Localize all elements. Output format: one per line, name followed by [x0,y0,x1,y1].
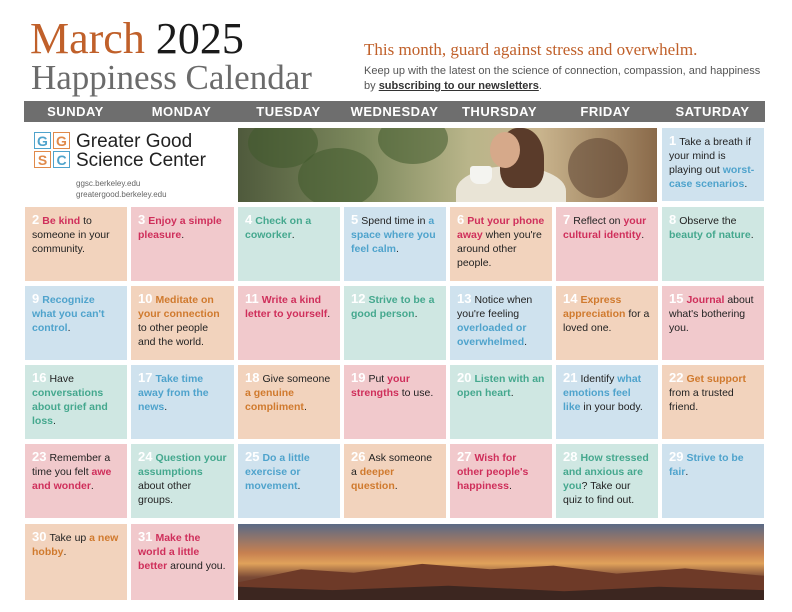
highlighted-text: awe and wonder [32,466,112,492]
tip-text: Have [49,373,74,385]
day-number: 4 [245,212,253,227]
highlighted-text: Be kind [42,215,81,227]
canyon-sunset-photo [238,524,764,600]
day-number: 24 [138,449,153,464]
day-cell [662,444,764,518]
day-number: 26 [351,449,366,464]
day-cell [344,207,446,281]
day-cell [131,286,234,360]
day-number: 3 [138,212,146,227]
day-number: 27 [457,449,472,464]
day-cell [25,286,127,360]
tip-text: from a trusted friend. [669,387,734,413]
day-number: 12 [351,291,366,306]
day-number: 9 [32,291,40,306]
tip-text: . [414,308,418,320]
day-cell [131,444,234,518]
tip-text: about other groups. [138,480,192,506]
tip-text: . [641,229,645,241]
tip-text: Reflect on [573,215,624,227]
tip-text: . [291,229,295,241]
highlighted-text: Do a little exercise or movement [245,452,310,492]
highlighted-text: a genuine compliment [245,387,304,413]
highlighted-text: Make the world a little better [138,532,201,572]
highlighted-text: overloaded or overwhelmed [457,322,527,348]
day-cell [556,207,658,281]
day-number: 13 [457,291,472,306]
day-cell [450,207,552,281]
day-cell [344,286,446,360]
logo-letter-c: C [53,151,70,168]
day-cell [238,444,340,518]
woman-with-tea-photo [238,128,657,202]
dow-saturday: SATURDAY [675,104,750,119]
highlighted-text: Get support [686,373,746,385]
url-greatergood[interactable]: greatergood.berkeley.edu [76,190,167,199]
day-number: 18 [245,370,260,385]
year: 2025 [155,14,244,63]
tip-text: . [508,480,512,492]
tip-text: . [67,322,71,334]
intro-end: . [538,80,542,92]
highlighted-text: Express appreciation [563,294,626,320]
month-name: March [30,14,145,63]
highlighted-text: Write a kind letter to yourself [245,294,328,320]
tip-text: . [524,336,528,348]
logo-name [76,132,206,170]
tip-text: Remember a time you felt [32,452,111,478]
day-cell [131,524,234,600]
day-cell [25,444,127,518]
day-number: 17 [138,370,153,385]
day-number: 2 [32,212,40,227]
day-cell [556,286,658,360]
day-cell [25,207,127,281]
tip-text: . [164,401,168,413]
logo-name-line2: Science Center [76,150,206,171]
day-number: 11 [245,291,259,306]
day-cell [450,286,552,360]
tip-text: . [510,387,514,399]
day-number: 10 [138,291,153,306]
tip-text: Notice when you're feeling [457,294,533,320]
intro-text [364,64,764,94]
day-number: 5 [351,212,359,227]
highlighted-text: Wish for other people's happiness [457,452,529,492]
highlighted-text: Check on a coworker [245,215,312,241]
day-number: 30 [32,529,47,544]
day-cell [556,444,658,518]
day-number: 25 [245,449,260,464]
tip-text: . [327,308,331,320]
day-cell [556,365,658,439]
logo-mark [34,132,70,168]
highlighted-text: Strive to be fair [669,452,744,478]
month-title [30,14,244,64]
dow-monday: MONDAY [151,104,212,119]
day-number: 6 [457,212,465,227]
logo-letter-g2: G [53,132,70,149]
day-number: 23 [32,449,47,464]
tip-text: . [303,401,307,413]
highlighted-text: How stressed and anxious are you [563,452,649,492]
logo-letter-g1: G [34,132,51,149]
dow-tuesday: TUESDAY [256,104,321,119]
day-cell [25,365,127,439]
calendar-subtitle: Happiness Calendar [31,58,312,97]
tip-text: about what's bothering you. [669,294,754,334]
day-cell [344,444,446,518]
highlighted-text: Question your assumptions [138,452,227,478]
highlighted-text: Enjoy a simple pleasure [138,215,222,241]
highlighted-text: what emotions feel like [563,373,642,413]
day-cell [25,524,127,600]
highlighted-text: Meditate on your connection [138,294,220,320]
url-ggsc[interactable]: ggsc.berkeley.edu [76,179,141,188]
day-number: 19 [351,370,366,385]
tip-text: Take up [49,532,90,544]
intro-by: by [364,80,376,92]
highlighted-text: worst-case scenarios [669,164,755,190]
highlighted-text: Listen with an open heart [457,373,545,399]
day-number: 7 [563,212,571,227]
tip-text: . [90,480,94,492]
day-number: 22 [669,370,684,385]
tip-text: Put [368,373,388,385]
day-cell [450,444,552,518]
highlighted-text: Take time away from the news [138,373,209,413]
tip-text: . [394,480,398,492]
day-of-week-bar [24,101,765,122]
tip-text: . [744,178,748,190]
tip-text: for a loved one. [563,308,650,334]
tip-text: . [395,243,399,255]
day-number: 15 [669,291,684,306]
tagline: This month, guard against stress and overwhelm. [364,40,698,59]
highlighted-text: Put your phone away [457,215,545,241]
day-number: 16 [32,370,47,385]
dow-friday: FRIDAY [580,104,631,119]
logo-letter-s: S [34,151,51,168]
day-number: 29 [669,449,684,464]
dow-wednesday: WEDNESDAY [350,104,439,119]
day-cell [662,128,764,201]
logo-urls [76,178,167,200]
day-number: 1 [669,133,677,148]
day-cell [131,365,234,439]
day-cell [344,365,446,439]
day-number: 21 [563,370,578,385]
highlighted-text: a space where you feel calm [351,215,436,255]
intro-sentence: Keep up with the latest on the science of connection, compassion, and happiness [364,65,761,77]
newsletter-link[interactable]: subscribing to our newsletters [378,80,539,92]
day-number: 20 [457,370,472,385]
tip-text: Ask someone a [351,452,433,478]
tip-text: in your body. [580,401,643,413]
tip-text: when you're around other people. [457,229,542,269]
tip-text: . [63,546,67,558]
tip-text: . [685,466,689,478]
dow-sunday: SUNDAY [47,104,104,119]
highlighted-text: Journal [686,294,725,306]
day-cell [238,207,340,281]
day-number: 14 [563,291,578,306]
highlighted-text: your cultural identity [563,215,647,241]
tip-text: Observe the [679,215,737,227]
tip-text: . [750,229,754,241]
day-cell [662,365,764,439]
highlighted-text: a new hobby [32,532,119,558]
tip-text: to use. [398,387,434,399]
day-cell [238,286,340,360]
highlighted-text: beauty of nature [669,229,751,241]
tip-text: to other people and the world. [138,322,209,348]
tip-text: to someone in your community. [32,215,110,255]
logo-name-line1: Greater Good [76,131,193,152]
day-cell [662,286,764,360]
tip-text: Take a breath if your mind is playing out [669,136,752,176]
tip-text: . [53,415,56,427]
tip-text: Identify [580,373,618,385]
tip-text: . [181,229,185,241]
day-cell [238,365,340,439]
dow-thursday: THURSDAY [461,104,538,119]
day-cell [662,207,764,281]
highlighted-text: your strengths [351,373,410,399]
highlighted-text: conversations about grief and loss [32,387,108,427]
tip-text: Give someone [262,373,331,385]
tip-text: Spend time in [361,215,429,227]
tip-text: . [297,480,301,492]
highlighted-text: deeper question [351,466,395,492]
highlighted-text: Recognize what you can't control [32,294,105,334]
tip-text: around you. [167,560,226,572]
day-number: 28 [563,449,578,464]
day-number: 31 [138,529,153,544]
highlighted-text: Strive to be a good person [351,294,435,320]
day-cell [450,365,552,439]
tip-text: ? Take our quiz to find out. [563,480,635,506]
day-cell [131,207,234,281]
day-number: 8 [669,212,677,227]
